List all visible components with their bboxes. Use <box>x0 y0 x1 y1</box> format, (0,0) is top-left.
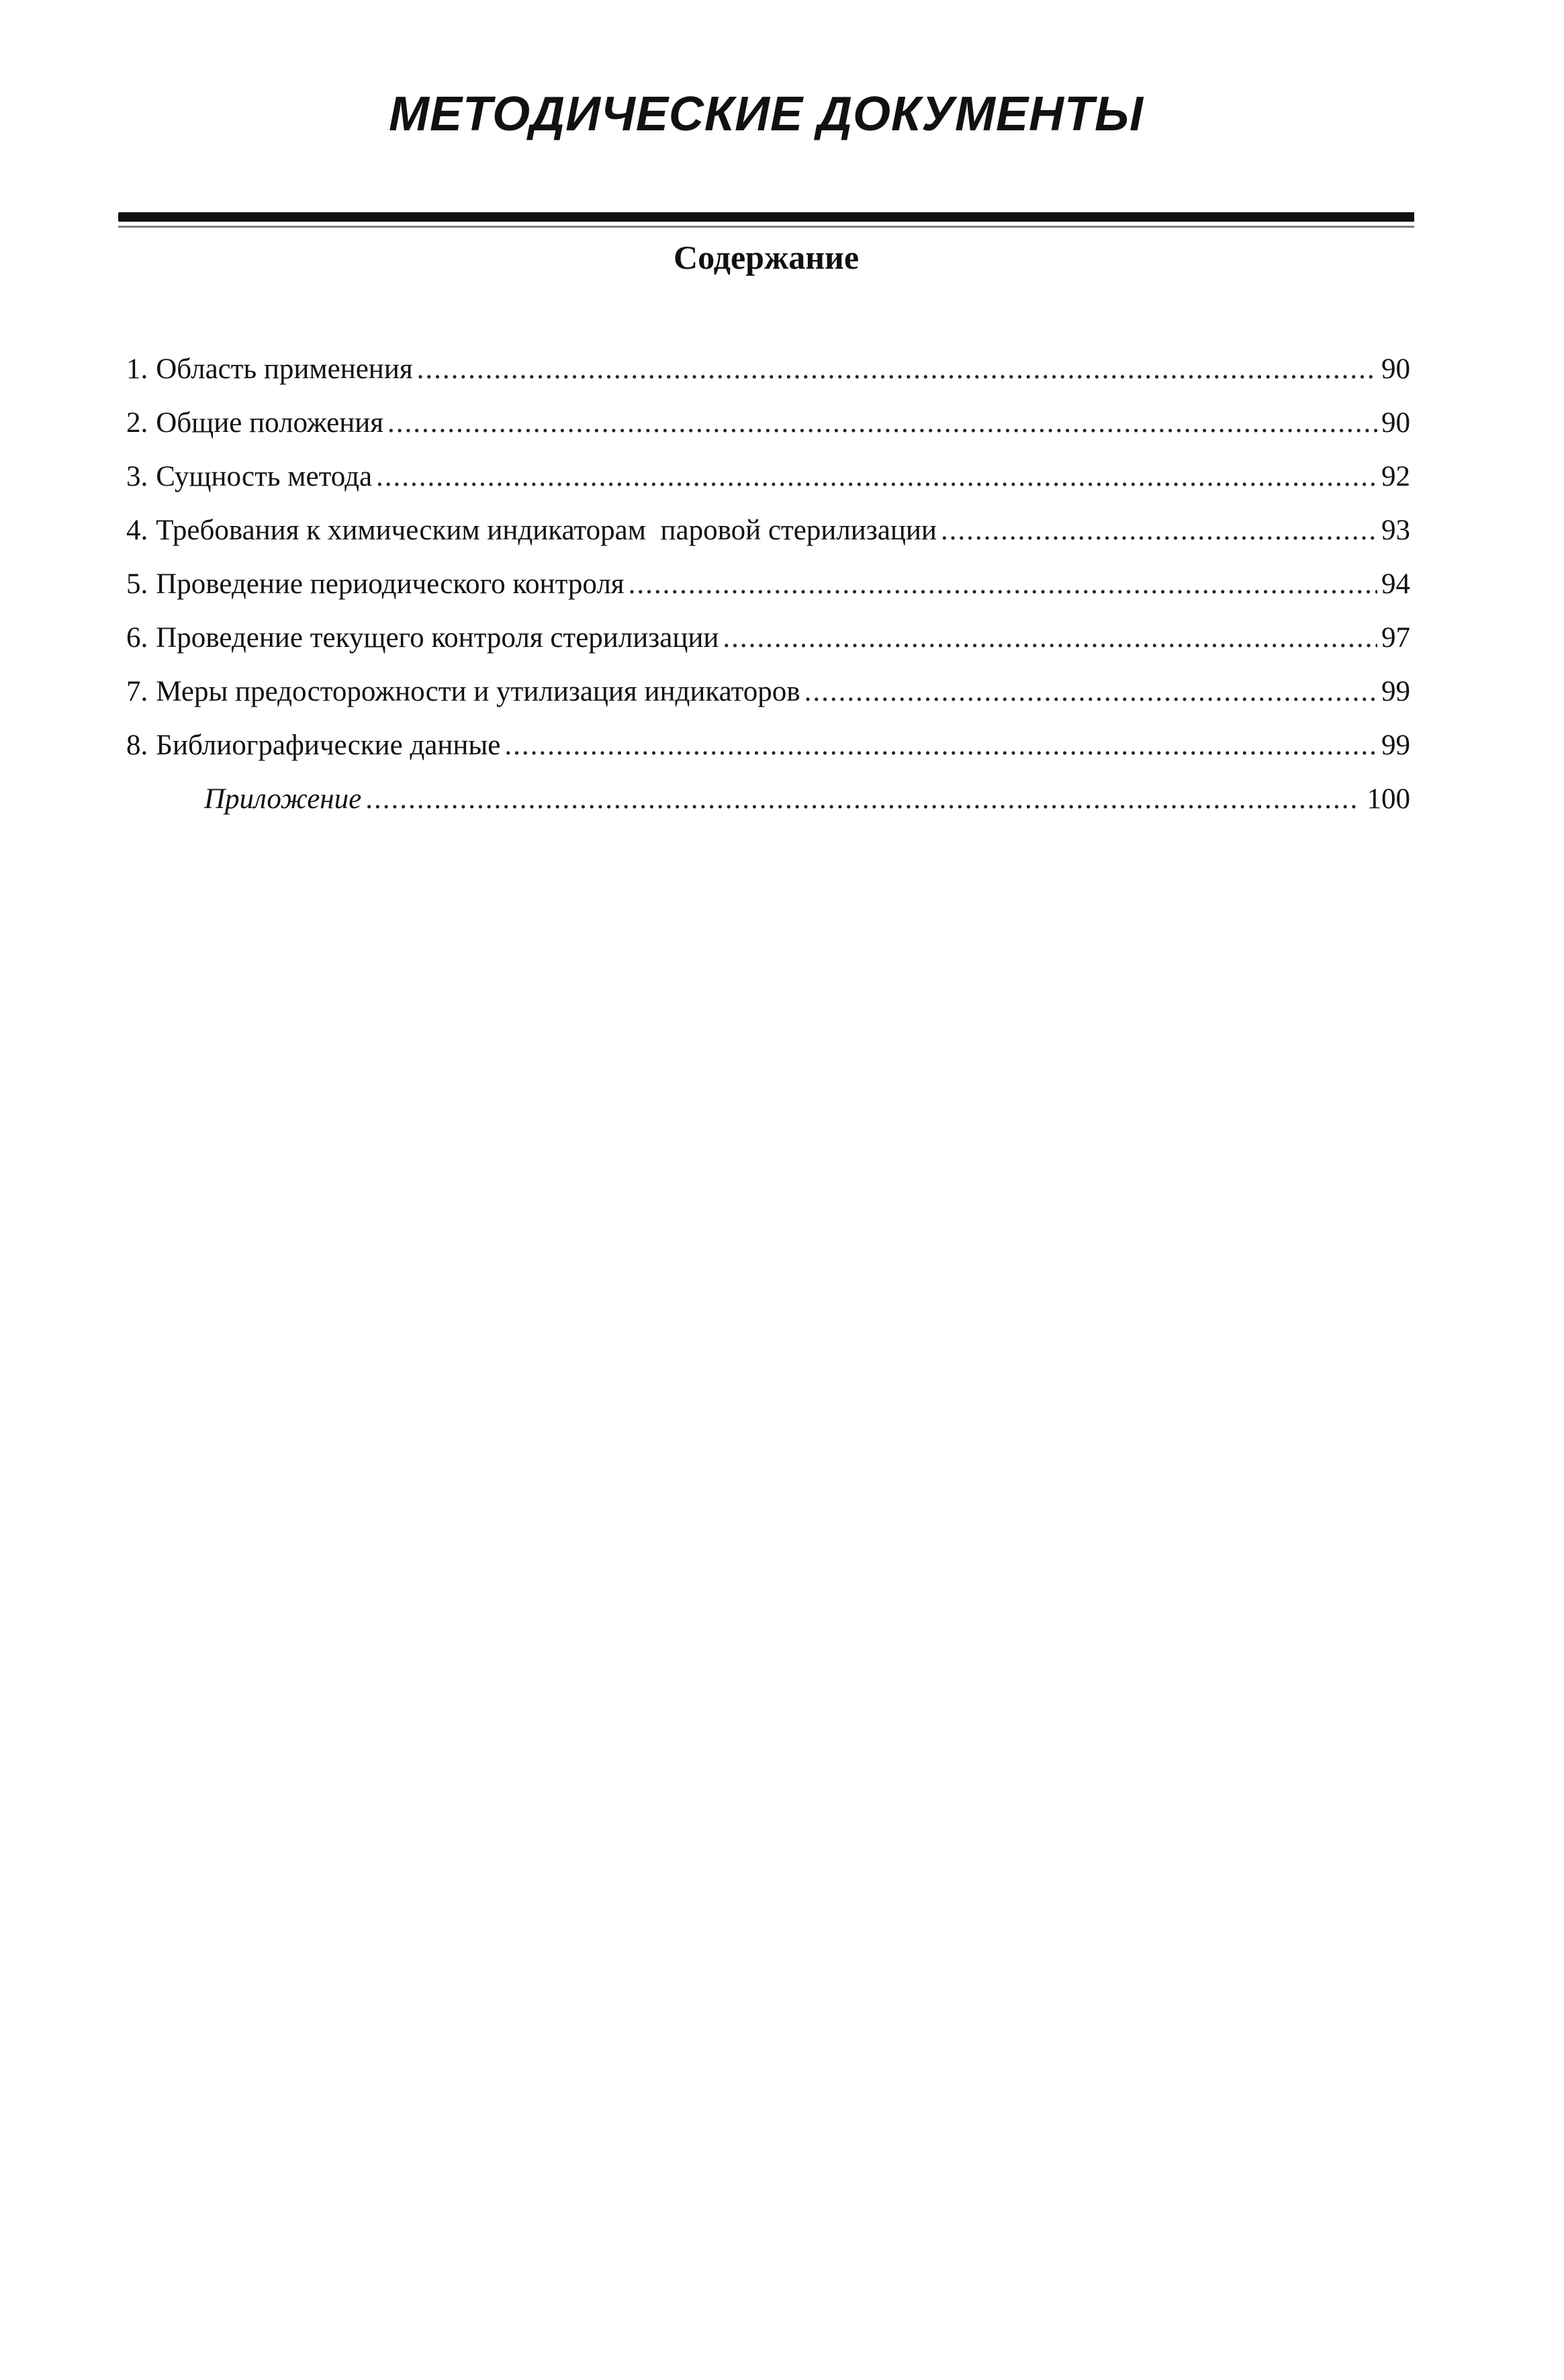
running-head: МЕТОДИЧЕСКИЕ ДОКУМЕНТЫ <box>389 87 1144 141</box>
toc-item <box>126 504 1410 558</box>
toc-item <box>126 450 1410 504</box>
toc-item-page: 90 <box>1381 353 1410 385</box>
toc-item-label: Область применения <box>156 353 413 385</box>
toc-item-number: 5. <box>126 568 148 600</box>
toc-item-page: 97 <box>1381 622 1410 654</box>
toc-list <box>126 343 1410 826</box>
toc-item-number: 3. <box>126 461 148 492</box>
toc-leader-dots <box>365 773 1356 826</box>
toc-item-page: 99 <box>1381 730 1410 761</box>
toc-leader-dots <box>723 611 1377 665</box>
toc-item <box>126 611 1410 665</box>
toc-appendix-page: 100 <box>1367 783 1410 815</box>
toc-item-label: Сущность метода <box>156 461 373 492</box>
header-rule <box>118 212 1414 228</box>
toc-item-page: 93 <box>1381 515 1410 546</box>
toc-item-label: Проведение периодического контроля <box>156 568 625 600</box>
toc-title: Содержание <box>673 238 860 276</box>
toc-item-number: 4. <box>126 515 148 546</box>
toc-appendix-label: Приложение <box>204 783 362 815</box>
toc-leader-dots <box>376 450 1377 504</box>
toc-leader-dots <box>417 343 1377 396</box>
toc-item-label: Общие положения <box>156 407 384 439</box>
toc-leader-dots <box>941 504 1377 558</box>
toc-item-page: 92 <box>1381 461 1410 492</box>
toc-item <box>126 665 1410 719</box>
toc-item-label: Требования к химическим индикаторам паровой стерилизации <box>156 515 937 546</box>
toc-leader-dots <box>504 719 1377 773</box>
toc-appendix <box>126 773 1410 826</box>
header-rule-thin <box>118 226 1414 228</box>
header-rule-thick <box>118 212 1414 222</box>
toc-item-label: Проведение текущего контроля стерилизации <box>156 622 719 654</box>
toc-item-page: 90 <box>1381 407 1410 439</box>
toc-item-label: Меры предосторожности и утилизация индикаторов <box>156 676 800 707</box>
toc-item <box>126 719 1410 773</box>
toc-item-number: 1. <box>126 353 148 385</box>
toc-leader-dots <box>387 396 1377 450</box>
toc-leader-dots <box>804 665 1377 719</box>
toc-item <box>126 558 1410 611</box>
toc-item-page: 94 <box>1381 568 1410 600</box>
toc-item-page: 99 <box>1381 676 1410 707</box>
toc-leader-dots <box>629 558 1377 611</box>
toc-item-number: 2. <box>126 407 148 439</box>
toc-item-label: Библиографические данные <box>156 730 501 761</box>
toc-item-number: 8. <box>126 730 148 761</box>
toc-item <box>126 396 1410 450</box>
page-header <box>118 79 1414 157</box>
toc-item <box>126 343 1410 396</box>
toc-item-number: 6. <box>126 622 148 654</box>
toc-item-number: 7. <box>126 676 148 707</box>
